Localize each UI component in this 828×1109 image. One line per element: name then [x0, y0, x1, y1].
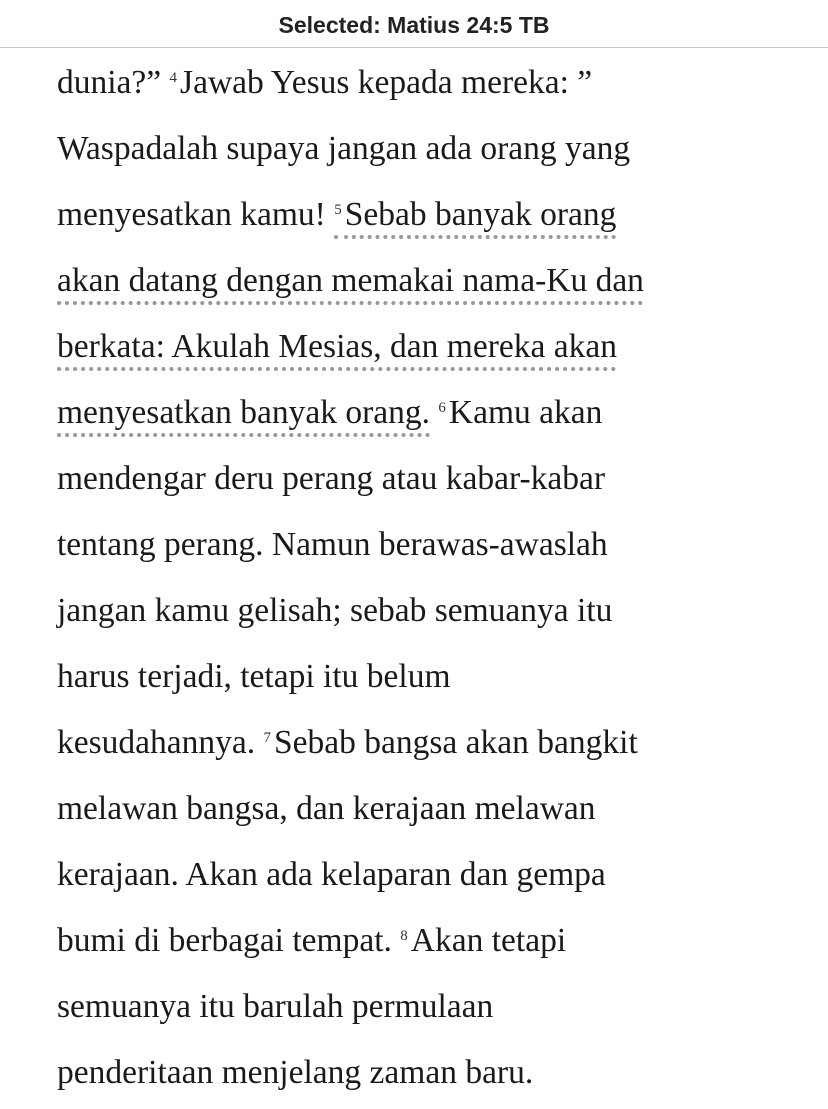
verse-text: kerajaan. Akan ada kelaparan dan gempa: [57, 856, 606, 893]
verse-number-6[interactable]: 6: [438, 400, 446, 416]
verse-text: Sebab bangsa akan bangkit: [274, 724, 638, 761]
text-line: [57, 446, 777, 512]
verse-text: penderitaan menjelang zaman baru.: [57, 1054, 534, 1091]
verse-number-7[interactable]: 7: [263, 730, 272, 746]
verse-text: Jawab Yesus kepada mereka: ”: [180, 64, 593, 101]
text-line: [57, 908, 777, 974]
text-line: [57, 710, 777, 776]
selected-verse-5[interactable]: berkata: Akulah Mesias, dan mereka akan: [57, 328, 617, 365]
selected-verse-5[interactable]: [334, 196, 616, 233]
verse-text: harus terjadi, tetapi itu belum: [57, 658, 451, 695]
verse-text: jangan kamu gelisah; sebab semuanya itu: [57, 592, 613, 629]
verse-text: dunia?”: [57, 64, 162, 101]
text-line: [57, 50, 777, 116]
verse-text: mendengar deru perang atau kabar-kabar: [57, 460, 606, 497]
verse-number-5[interactable]: 5: [334, 202, 342, 218]
verse-text: melawan bangsa, dan kerajaan melawan: [57, 790, 596, 827]
text-line: [57, 776, 777, 842]
text-line: [57, 314, 777, 380]
selection-header: [0, 0, 828, 48]
verse-text: Sebab banyak orang: [344, 196, 617, 233]
text-line: [57, 182, 777, 248]
text-line: [57, 512, 777, 578]
text-line: [57, 1040, 777, 1106]
verse-text: kesudahannya.: [57, 724, 256, 761]
verse-text: Kamu akan: [448, 394, 603, 431]
verse-text: bumi di berbagai tempat.: [57, 922, 392, 959]
text-line: [57, 116, 777, 182]
verse-text: semuanya itu barulah permulaan: [57, 988, 494, 1025]
text-line: [57, 644, 777, 710]
text-line: [57, 248, 777, 314]
verse-text: Waspadalah supaya jangan ada orang yang: [57, 130, 631, 167]
verse-text: menyesatkan kamu!: [57, 196, 326, 233]
verse-number-4[interactable]: 4: [169, 70, 178, 86]
text-line: [57, 578, 777, 644]
text-line: [57, 974, 777, 1040]
selection-title: Selected: Matius 24:5 TB: [278, 12, 550, 38]
selected-verse-5[interactable]: menyesatkan banyak orang.: [57, 394, 431, 431]
text-line: [57, 842, 777, 908]
verse-text: tentang perang. Namun berawas-awaslah: [57, 526, 608, 563]
text-line: [57, 380, 777, 446]
bible-text[interactable]: [57, 50, 777, 1106]
verse-number-8[interactable]: 8: [400, 928, 408, 944]
verse-text: Akan tetapi: [410, 922, 567, 959]
selected-verse-5[interactable]: akan datang dengan memakai nama-Ku dan: [57, 262, 644, 299]
